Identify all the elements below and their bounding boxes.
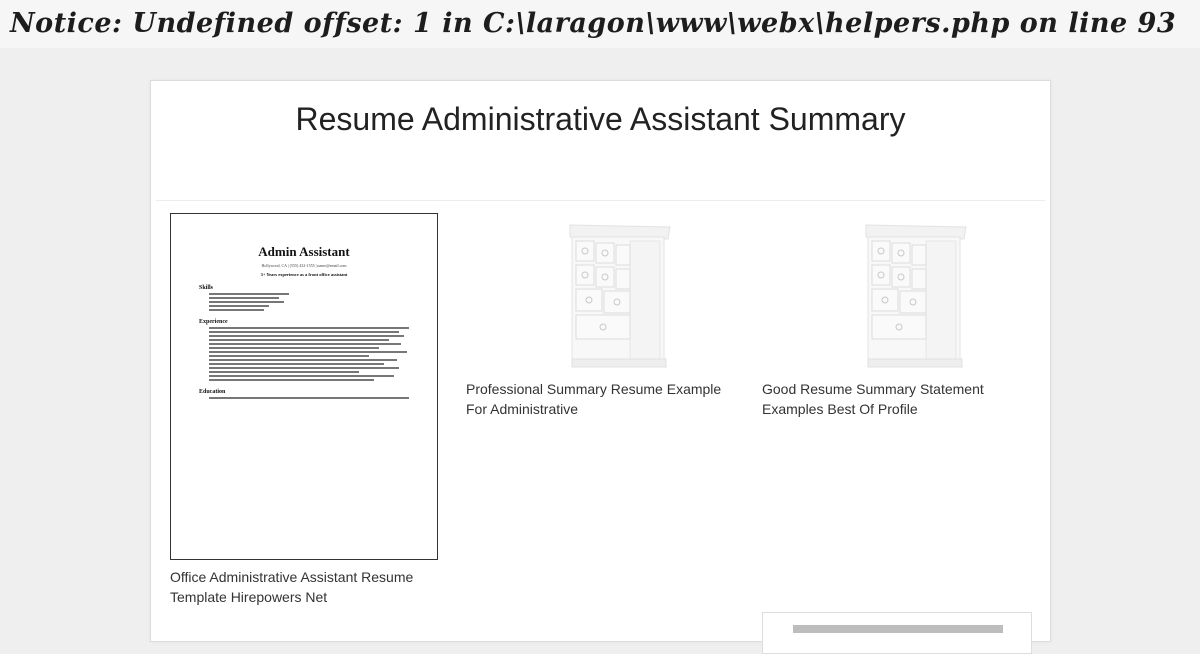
text-line — [209, 339, 389, 341]
text-line — [209, 343, 401, 345]
placeholder-dresser-image[interactable] — [520, 213, 680, 373]
gallery-caption-2[interactable]: Professional Summary Resume Example For Administrative — [466, 381, 722, 417]
gallery-item-3[interactable] — [762, 213, 1030, 419]
text-line — [209, 363, 384, 365]
resume-contact: Hollywood, CA | (555) 432-1555 | name@email.com — [261, 263, 347, 268]
php-notice-banner: Notice: Undefined offset: 1 in C:\laragon\www\webx\helpers.php on line 93 — [0, 0, 1200, 48]
text-line — [209, 293, 289, 295]
text-line — [209, 347, 379, 349]
text-line — [209, 371, 359, 373]
text-line — [209, 327, 409, 329]
text-line — [209, 309, 264, 311]
dresser-icon — [520, 213, 680, 373]
resume-section-skills: Skills — [199, 285, 214, 291]
gallery-item-next-thumbnail[interactable] — [762, 612, 1032, 654]
text-line — [209, 351, 407, 353]
gallery-caption-1[interactable]: Office Administrative Assistant Resume Template Hirepowers Net — [170, 569, 414, 605]
text-line — [209, 367, 399, 369]
text-line — [209, 397, 409, 399]
resume-thumbnail[interactable] — [170, 213, 438, 560]
text-line — [209, 335, 404, 337]
content-card — [150, 80, 1051, 642]
resume-subheading: 3+ Years experience as a front office assistant — [260, 272, 348, 277]
text-line — [209, 355, 369, 357]
text-line — [209, 379, 374, 381]
gallery-item-1[interactable] — [170, 213, 438, 607]
text-line — [209, 359, 397, 361]
text-line — [209, 297, 279, 299]
text-line — [209, 301, 284, 303]
thumbnail-header-bar — [793, 625, 1003, 633]
gallery-caption-3[interactable]: Good Resume Summary Statement Examples Best Of Profile — [762, 381, 984, 417]
resume-section-experience: Experience — [199, 319, 228, 325]
dresser-icon — [816, 213, 976, 373]
resume-heading: Admin Assistant — [258, 244, 350, 259]
text-line — [209, 375, 394, 377]
text-line — [209, 305, 269, 307]
page-title: Resume Administrative Assistant Summary — [295, 101, 906, 137]
text-line — [209, 331, 399, 333]
placeholder-dresser-image[interactable] — [816, 213, 976, 373]
gallery-item-2[interactable] — [466, 213, 734, 419]
resume-section-education: Education — [199, 389, 226, 395]
title-divider — [156, 200, 1045, 201]
